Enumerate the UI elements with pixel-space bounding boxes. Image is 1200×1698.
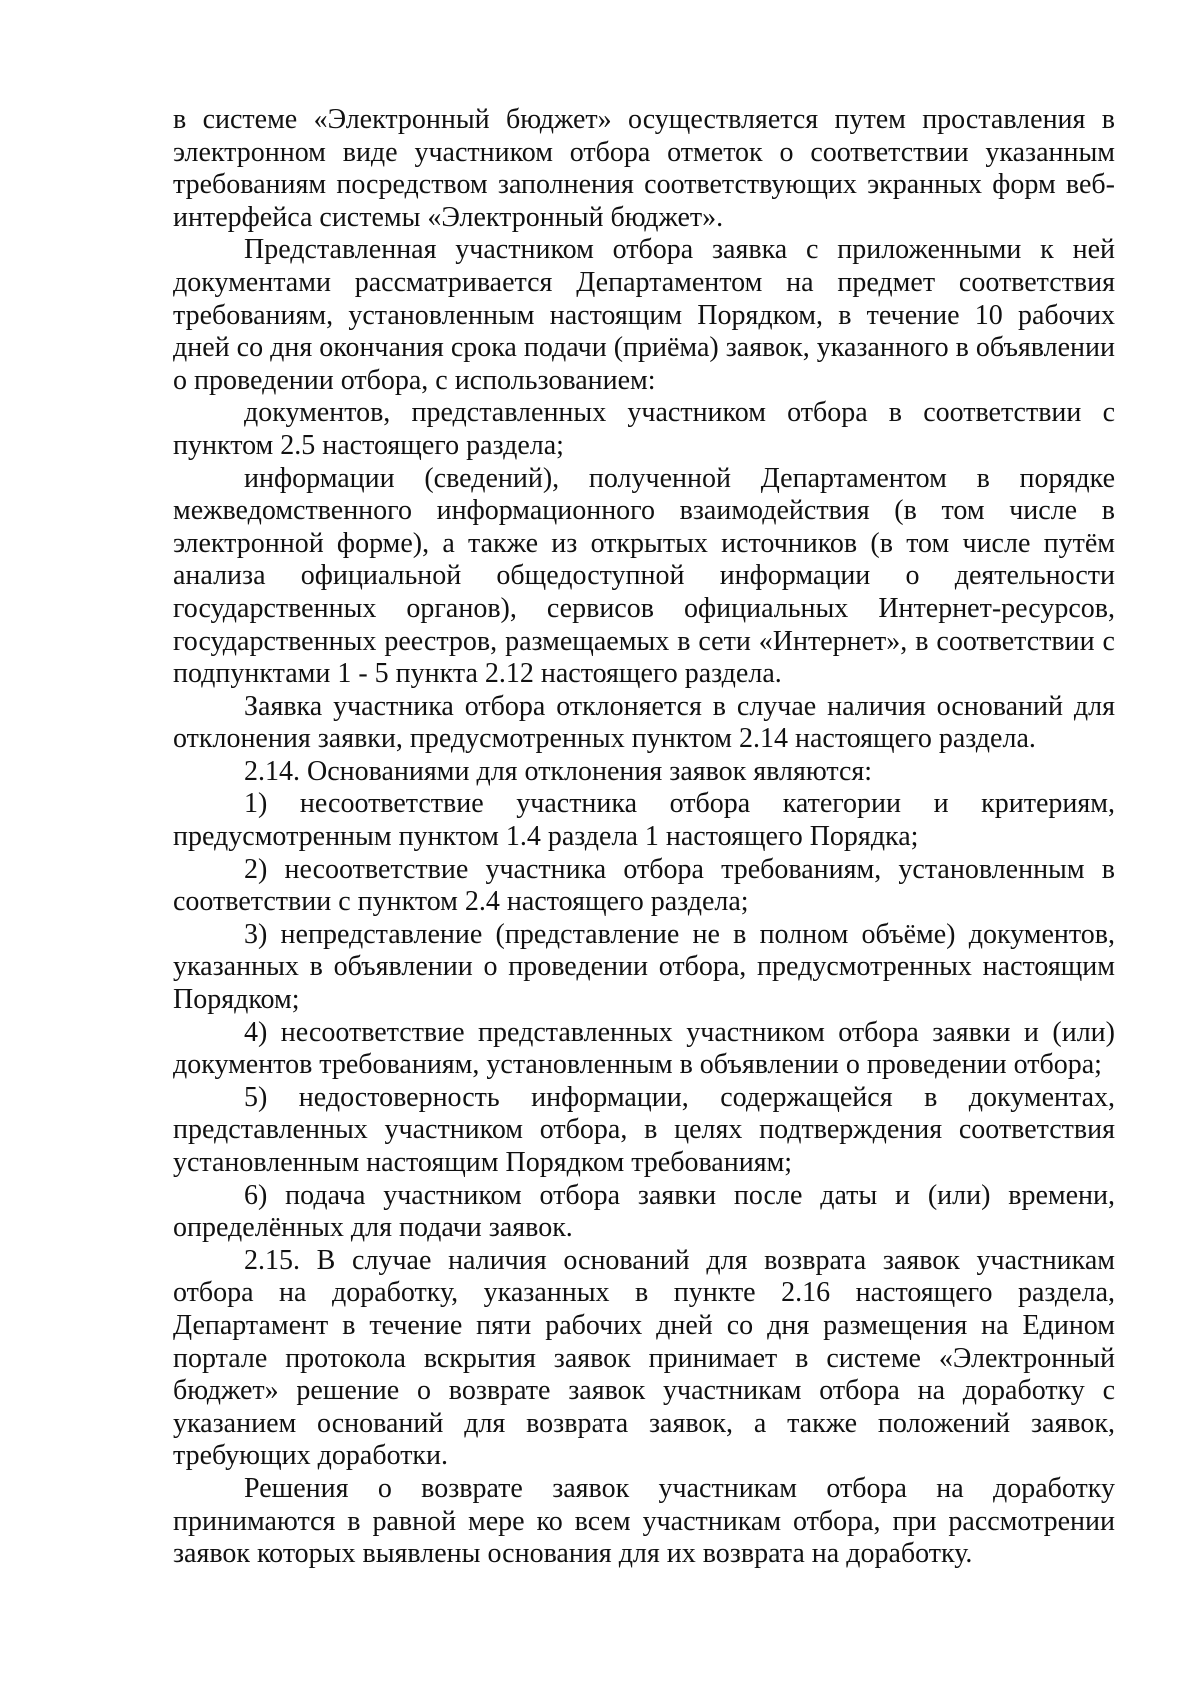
document-body: [173, 104, 1115, 1571]
list-item: 5) недостоверность информации, содержащейся в документах, представленных участником отбора, в целях подтверждения соответствия установленным настоящим Порядком требованиям;: [173, 1081, 1115, 1178]
paragraph: документов, представленных участником отбора в соответствии с пунктом 2.5 настоящего раздела;: [173, 397, 1115, 461]
paragraph: Представленная участником отбора заявка с приложенными к ней документами рассматривается Департаментом на предмет соответствия требованиям, установленным настоящим Порядком, в течение 10 рабочих дней со дня окончания срока подачи (приёма) заявок, указанного в объявлении о проведении отбора, с использованием:: [173, 234, 1115, 396]
paragraph: в системе «Электронный бюджет» осуществляется путем проставления в электронном виде участником отбора отметок о соответствии указанным требованиям посредством заполнения соответствующих экранных форм веб-интерфейса системы «Электронный бюджет».: [173, 104, 1115, 233]
list-item: 4) несоответствие представленных участником отбора заявки и (или) документов требованиям, установленным в объявлении о проведении отбора;: [173, 1016, 1115, 1081]
list-item: 2) несоответствие участника отбора требованиям, установленным в соответствии с пунктом 2.4 настоящего раздела;: [173, 853, 1115, 918]
paragraph: 2.15. В случае наличия оснований для возврата заявок участникам отбора на доработку, указанных в пункте 2.16 настоящего раздела, Департамент в течение пяти рабочих дней со дня размещения на Едином портале протокола вскрытия заявок принимает в системе «Электронный бюджет» решение о возврате заявок участникам отбора на доработку с указанием оснований для возврата заявок, а также положений заявок, требующих доработки.: [173, 1244, 1115, 1472]
paragraph: Решения о возврате заявок участникам отбора на доработку принимаются в равной мере ко всем участникам отбора, при рассмотрении заявок которых выявлены основания для их возврата на доработку.: [173, 1472, 1115, 1570]
list-item: 1) несоответствие участника отбора категории и критериям, предусмотренным пунктом 1.4 раздела 1 настоящего Порядка;: [173, 788, 1115, 853]
paragraph: информации (сведений), полученной Департаментом в порядке межведомственного информационного взаимодействия (в том числе в электронной форме), а также из открытых источников (в том числе путём анализа официальной общедоступной информации о деятельности государственных органов), сервисов официальных Интернет-ресурсов, государственных реестров, размещаемых в сети «Интернет», в соответствии с подпунктами 1 - 5 пункта 2.12 настоящего раздела.: [173, 462, 1115, 690]
list-item: 6) подача участником отбора заявки после даты и (или) времени, определённых для подачи заявок.: [173, 1179, 1115, 1244]
list-item: 3) непредставление (представление не в полном объёме) документов, указанных в объявлении о проведении отбора, предусмотренных настоящим Порядком;: [173, 918, 1115, 1016]
section-heading: 2.14. Основаниями для отклонения заявок являются:: [244, 755, 873, 787]
paragraph: Заявка участника отбора отклоняется в случае наличия оснований для отклонения заявки, предусмотренных пунктом 2.14 настоящего раздела.: [173, 690, 1115, 755]
